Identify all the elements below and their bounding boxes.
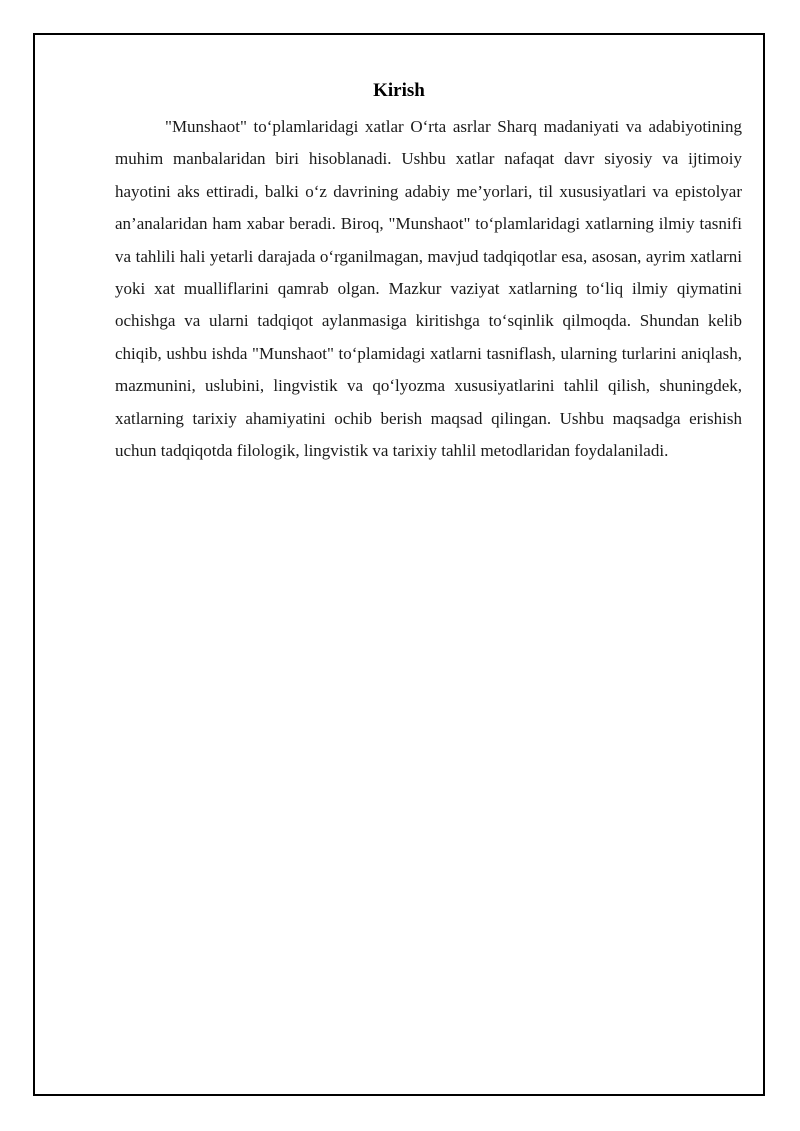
body-paragraph: "Munshaot" to‘plamlaridagi xatlar O‘rta asrlar Sharq madaniyati va adabiyotining muhim manbalaridan biri hisoblanadi. Ushbu xatlar nafaqat davr siyosiy va ijtimoiy hayotini aks ettiradi, balki o‘z davrining adabiy me’yorlari, til xususiyatlari va epistolyar an’analaridan ham xabar beradi. Biroq, "Munshaot" to‘plamlaridagi xatlarning ilmiy tasnifi va tahlili hali yetarli darajada o‘rganilmagan, mavjud tadqiqotlar esa, asosan, ayrim xatlarni yoki xat mualliflarini qamrab olgan. Mazkur vaziyat xatlarning to‘liq ilmiy qiymatini ochishga va ularni tadqiqot aylanmasiga kiritishga to‘sqinlik qilmoqda. Shundan kelib chiqib, ushbu ishda "Munshaot" to‘plamidagi xatlarni tasniflash, ularning turlarini aniqlash, mazmunini, uslubini, lingvistik va qo‘lyozma xususiyatlarini tahlil qilish, shuningdek, xatlarning tarixiy ahamiyatini ochib berish maqsad qilingan. Ushbu maqsadga erishish uchun tadqiqotda filologik, lingvistik va tarixiy tahlil metodlaridan foydalaniladi. — [115, 117, 742, 461]
section-title: Kirish — [373, 80, 425, 101]
page-frame — [33, 33, 765, 1096]
